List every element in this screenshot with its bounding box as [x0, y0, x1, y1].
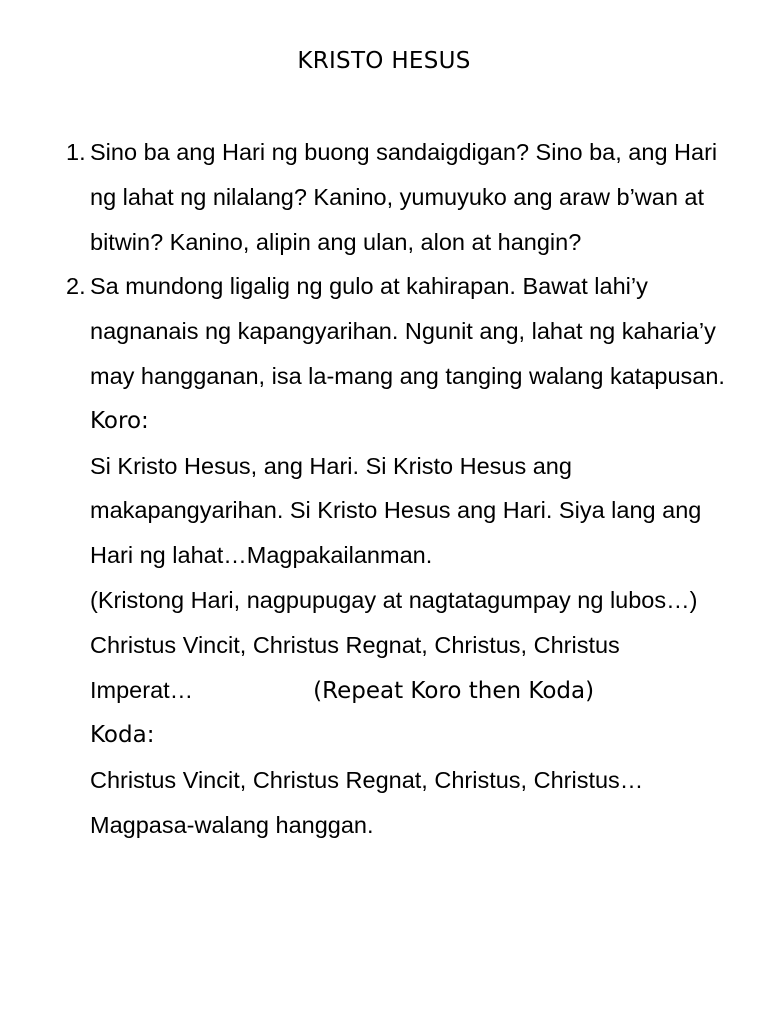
verse-2 [66, 264, 726, 398]
koda-line: Magpasa-walang hanggan. [90, 811, 374, 838]
verse-1 [66, 130, 726, 264]
verse-number: 2. [66, 273, 86, 300]
koro-section [66, 399, 726, 714]
koro-line: (Kristong Hari, nagpupugay at nagtatagumpay ng lubos…) [90, 586, 698, 613]
koda-label: Koda: [90, 722, 155, 749]
repeat-note: (Repeat Koro then Koda) [313, 677, 595, 704]
koda-line: Christus Vincit, Christus Regnat, Christus, Christus… [90, 767, 644, 794]
verse-text: Sino ba ang Hari ng buong sandaigdigan? Sino ba, ang Hari ng lahat ng nilalang? Kanino, yumuyuko ang araw b’wan at bitwin? Kanino, alipin ang ulan, alon at hangin? [90, 139, 718, 255]
koro-line-end: Imperat… [90, 676, 194, 703]
koro-label: Koro: [90, 407, 149, 434]
verse-text: Sa mundong ligalig ng gulo at kahirapan. Bawat lahi’y nagnanais ng kapangyarihan. Ngunit ang, lahat ng kaharia’y may hangganan, isa la-mang ang tanging walang katapusan. [90, 273, 725, 389]
koda-section [66, 713, 726, 847]
koro-line-start: Christus Vincit, Christus Regnat, Christus, Christus [90, 631, 620, 658]
koro-line: Si Kristo Hesus, ang Hari. Si Kristo Hesus ang makapangyarihan. Si Kristo Hesus ang Hari. Siya lang ang Hari ng lahat…Magpakailanman. [90, 452, 702, 569]
koro-line [90, 623, 726, 714]
verse-number: 1. [66, 139, 86, 165]
document-title: KRISTO HESUS [297, 48, 471, 74]
lyrics-body [66, 130, 726, 848]
